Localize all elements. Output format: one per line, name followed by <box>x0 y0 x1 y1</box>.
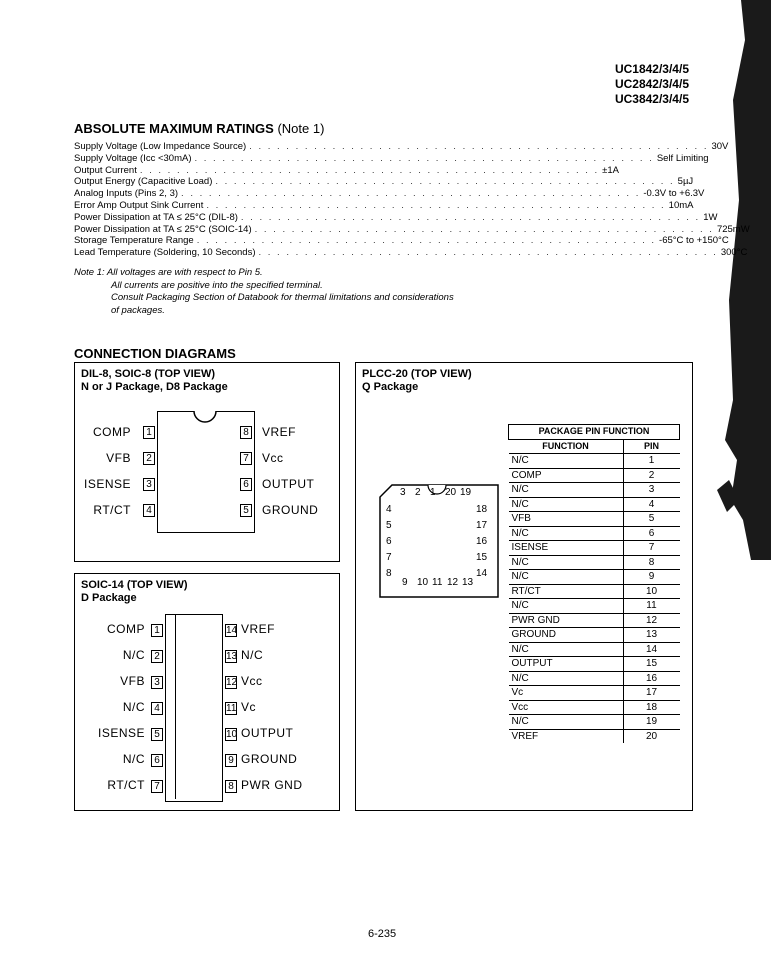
pin-table-row <box>509 729 680 743</box>
plcc-pin-number: 3 <box>400 487 406 498</box>
ratings-note-ref: (Note 1) <box>277 121 325 136</box>
pin-function: N/C <box>509 483 624 498</box>
note-line: Consult Packaging Section of Databook for thermal limitations and considerations <box>111 292 454 303</box>
dil8-pin-label: OUTPUT <box>262 477 315 491</box>
rating-value: -65°C to +150°C <box>659 235 729 247</box>
plcc-pin-number: 17 <box>476 520 488 531</box>
pin-number: 15 <box>623 657 680 672</box>
pin-table-row <box>509 715 680 730</box>
plcc-pin-number: 12 <box>447 577 459 588</box>
rating-row <box>74 235 729 247</box>
rating-value: 725mW <box>716 223 750 235</box>
rating-row <box>74 223 750 236</box>
ratings-title: ABSOLUTE MAXIMUM RATINGS <box>74 121 274 136</box>
soic14-pin-number: 4 <box>151 702 163 715</box>
dil8-subtitle: N or J Package, D8 Package <box>81 381 228 393</box>
rating-value: 1W <box>703 211 718 223</box>
pin-function: RT/CT <box>509 584 624 599</box>
pin-table-row <box>509 512 680 527</box>
pin-number: 17 <box>623 686 680 701</box>
ratings-notes <box>74 267 514 317</box>
note-line: Note 1: All voltages are with respect to Pin 5. <box>74 267 263 278</box>
rating-label: Error Amp Output Sink Current <box>74 199 204 211</box>
dil8-pin-number: 5 <box>240 504 252 517</box>
pin-function: PWR GND <box>509 613 624 628</box>
soic14-pin-label: VREF <box>241 622 276 636</box>
plcc-pin-number: 2 <box>415 487 421 498</box>
plcc-pin-number: 9 <box>402 577 408 588</box>
soic14-pin-label: COMP <box>107 622 145 636</box>
pin-number: 2 <box>623 468 680 483</box>
soic14-pin-number: 8 <box>225 780 237 793</box>
plcc-pin-number: 10 <box>417 577 429 588</box>
pin-function: OUTPUT <box>509 657 624 672</box>
pin-function: N/C <box>509 570 624 585</box>
dil8-pin-number: 4 <box>143 504 155 517</box>
plcc-pin-number: 19 <box>460 487 472 498</box>
pin-table-row <box>509 526 680 541</box>
pin-number: 13 <box>623 628 680 643</box>
soic14-pin-label: N/C <box>122 700 145 714</box>
pin-function: N/C <box>509 671 624 686</box>
note-line: of packages. <box>111 304 165 316</box>
rating-label: Output Energy (Capacitive Load) <box>74 176 213 188</box>
pin-number: 16 <box>623 671 680 686</box>
pin-number: 4 <box>623 497 680 512</box>
soic14-chip-body <box>165 614 223 802</box>
pin-function: N/C <box>509 454 624 469</box>
dil8-pin-number: 2 <box>143 452 155 465</box>
soic14-pin-number: 3 <box>151 676 163 689</box>
rating-row <box>74 247 748 259</box>
rating-leader-dots: . . . . . . . . . . . . . . . . . . . . . . . . . . . . . . . . . . . . . . . . . . . . . . . . . . <box>139 164 600 176</box>
rating-label: Output Current <box>74 164 137 176</box>
pin-function: N/C <box>509 715 624 730</box>
plcc-pin-number: 4 <box>386 504 392 515</box>
rating-leader-dots: . . . . . . . . . . . . . . . . . . . . . . . . . . . . . . . . . . . . . . . . . . . . . . . . . . <box>254 223 714 235</box>
note-line: All currents are positive into the specified terminal. <box>111 279 323 291</box>
soic14-pin-label: PWR GND <box>241 778 303 792</box>
pin-number: 10 <box>623 584 680 599</box>
dil8-pin-label: RT/CT <box>93 503 131 517</box>
pin-function: ISENSE <box>509 541 624 556</box>
dil8-pin-label: ISENSE <box>83 477 131 491</box>
soic14-pin-label: N/C <box>122 752 145 766</box>
plcc20-title: PLCC-20 (TOP VIEW) <box>362 368 472 380</box>
dil8-pin-number: 1 <box>143 426 155 439</box>
plcc-pin-number: 20 <box>445 487 457 498</box>
pin-number: 12 <box>623 613 680 628</box>
pin-table-row <box>509 599 680 614</box>
soic14-subtitle: D Package <box>81 592 137 604</box>
ratings-list <box>74 141 750 259</box>
soic14-title: SOIC-14 (TOP VIEW) <box>81 579 188 591</box>
plcc-pin-number: 11 <box>432 577 443 588</box>
plcc-pin-number: 18 <box>476 504 488 515</box>
pin-function: GROUND <box>509 628 624 643</box>
rating-value: 5µJ <box>677 176 694 188</box>
dil8-pin-number: 8 <box>240 426 252 439</box>
soic14-diagram <box>74 573 340 811</box>
plcc-pin-number: 7 <box>386 552 392 563</box>
plcc-pin-number: 13 <box>462 577 474 588</box>
soic14-pin-number: 5 <box>151 728 163 741</box>
soic14-pin-label: Vc <box>241 700 257 714</box>
pin-number: 19 <box>623 715 680 730</box>
dil8-pin-label: COMP <box>93 425 131 439</box>
pin-table-row <box>509 628 680 643</box>
rating-row <box>74 164 619 177</box>
pin-number: 9 <box>623 570 680 585</box>
part-number: UC3842/3/4/5 <box>614 92 689 106</box>
pin-number: 14 <box>623 642 680 657</box>
pin-function: N/C <box>509 497 624 512</box>
soic14-pin-number: 9 <box>225 754 237 767</box>
scan-edge-marks <box>711 0 771 560</box>
pin-table-row <box>509 657 680 672</box>
pin-table-row <box>509 686 680 701</box>
soic14-pin-label: OUTPUT <box>241 726 294 740</box>
soic14-chip-line <box>175 615 176 799</box>
rating-label: Power Dissipation at TA ≤ 25°C (DIL-8) <box>74 211 238 223</box>
rating-row <box>74 188 705 200</box>
rating-value: 30V <box>711 141 729 152</box>
pin-function: Vc <box>509 686 624 701</box>
rating-label: Storage Temperature Range <box>74 235 194 247</box>
pin-table-col-function: FUNCTION <box>509 439 624 454</box>
soic14-pin-label: N/C <box>241 648 264 662</box>
dil8-diagram <box>74 362 340 562</box>
rating-label: Lead Temperature (Soldering, 10 Seconds) <box>74 247 256 259</box>
soic14-pin-number: 11 <box>226 703 237 714</box>
dil8-pin-number: 7 <box>240 452 252 465</box>
part-number: UC2842/3/4/5 <box>614 77 689 91</box>
pin-table-row <box>509 584 680 599</box>
dil8-pin-label: VREF <box>262 425 297 439</box>
rating-label: Power Dissipation at TA ≤ 25°C (SOIC-14) <box>74 223 252 235</box>
rating-leader-dots: . . . . . . . . . . . . . . . . . . . . . . . . . . . . . . . . . . . . . . . . . . . . . . . . . . <box>206 199 666 211</box>
rating-leader-dots: . . . . . . . . . . . . . . . . . . . . . . . . . . . . . . . . . . . . . . . . . . . . . . . . . . <box>258 247 718 259</box>
pin-table-col-pin: PIN <box>623 439 680 454</box>
pin-table-title: PACKAGE PIN FUNCTION <box>509 425 680 440</box>
rating-label: Supply Voltage (Icc <30mA) <box>74 152 192 164</box>
pin-table-row <box>509 454 680 469</box>
ratings-heading <box>74 121 324 136</box>
soic14-pin-number: 1 <box>151 624 163 637</box>
soic14-pin-label: RT/CT <box>107 778 145 792</box>
soic14-pin-number: 12 <box>226 677 238 688</box>
pin-function: VFB <box>509 512 624 527</box>
dil8-pin-label: GROUND <box>262 503 319 517</box>
soic14-pin-number: 2 <box>151 650 163 663</box>
soic14-pin-number: 7 <box>151 780 163 793</box>
rating-leader-dots: . . . . . . . . . . . . . . . . . . . . . . . . . . . . . . . . . . . . . . . . . . . . . . . . . . <box>181 188 641 200</box>
pin-number: 6 <box>623 526 680 541</box>
rating-label: Supply Voltage (Low Impedance Source) <box>74 141 247 152</box>
pin-number: 3 <box>623 483 680 498</box>
dil8-title: DIL-8, SOIC-8 (TOP VIEW) <box>81 368 216 380</box>
dil8-pin-number: 3 <box>143 478 155 491</box>
package-pin-function-table <box>508 424 680 743</box>
plcc-pin-number: 8 <box>386 568 392 579</box>
pin-table-row <box>509 555 680 570</box>
rating-label: Analog Inputs (Pins 2, 3) <box>74 188 179 200</box>
rating-value: 300°C <box>720 247 748 259</box>
soic14-pin-label: GROUND <box>241 752 298 766</box>
pin-function: N/C <box>509 526 624 541</box>
rating-value: ±1A <box>602 164 619 176</box>
pin-table-row <box>509 671 680 686</box>
plcc-pin-number: 14 <box>476 568 488 579</box>
pin-number: 7 <box>623 541 680 556</box>
rating-leader-dots: . . . . . . . . . . . . . . . . . . . . . . . . . . . . . . . . . . . . . . . . . . . . . . . . . . <box>196 235 657 247</box>
pin-table-row <box>509 570 680 585</box>
soic14-pin-number: 10 <box>226 729 238 740</box>
rating-leader-dots: . . . . . . . . . . . . . . . . . . . . . . . . . . . . . . . . . . . . . . . . . . . . . . . . . . <box>215 176 675 188</box>
rating-row <box>74 176 694 188</box>
soic14-pin-label: N/C <box>122 648 145 662</box>
pin-table-row <box>509 613 680 628</box>
pin-table-row <box>509 541 680 556</box>
rating-value: Self Limiting <box>656 152 709 164</box>
plcc-pin-number: 1 <box>430 487 436 498</box>
plcc-pin-number: 16 <box>476 536 488 547</box>
dil8-pin-number: 6 <box>240 478 252 491</box>
rating-row <box>74 141 729 153</box>
part-number: UC1842/3/4/5 <box>614 62 689 76</box>
rating-leader-dots: . . . . . . . . . . . . . . . . . . . . . . . . . . . . . . . . . . . . . . . . . . . . . . . . . . <box>249 141 709 152</box>
pin-function: N/C <box>509 555 624 570</box>
soic14-pin-number: 14 <box>226 625 238 636</box>
rating-value: 10mA <box>668 199 694 211</box>
pin-number: 18 <box>623 700 680 715</box>
plcc-pin-number: 5 <box>386 520 392 531</box>
pin-table-row <box>509 497 680 512</box>
pin-function: VREF <box>509 729 624 743</box>
soic14-pin-label: VFB <box>120 674 145 688</box>
pin-function: COMP <box>509 468 624 483</box>
rating-leader-dots: . . . . . . . . . . . . . . . . . . . . . . . . . . . . . . . . . . . . . . . . . . . . . . . . . . <box>194 152 654 164</box>
part-numbers <box>615 62 689 107</box>
soic14-pin-number: 6 <box>151 754 163 767</box>
plcc-pin-number: 15 <box>476 552 488 563</box>
pin-function: Vcc <box>509 700 624 715</box>
pin-table-row <box>509 700 680 715</box>
soic14-pin-label: ISENSE <box>97 726 145 740</box>
soic14-pin-label: Vcc <box>241 674 263 688</box>
rating-value: -0.3V to +6.3V <box>643 188 705 200</box>
pin-number: 20 <box>623 729 680 743</box>
dil8-pin-label: VFB <box>106 451 131 465</box>
plcc20-subtitle: Q Package <box>362 381 419 393</box>
soic14-pin-number: 13 <box>226 651 238 662</box>
plcc-pin-number: 6 <box>386 536 392 547</box>
pin-table-row <box>509 483 680 498</box>
pin-table-row <box>509 468 680 483</box>
dil8-pin-label: Vcc <box>262 451 284 465</box>
pin-function: N/C <box>509 642 624 657</box>
pin-number: 8 <box>623 555 680 570</box>
dil8-notch <box>193 410 217 424</box>
pin-function: N/C <box>509 599 624 614</box>
rating-leader-dots: . . . . . . . . . . . . . . . . . . . . . . . . . . . . . . . . . . . . . . . . . . . . . . . . . . <box>240 211 701 223</box>
page-number: 6-235 <box>368 928 397 940</box>
connection-title: CONNECTION DIAGRAMS <box>74 346 236 361</box>
rating-row <box>74 211 718 224</box>
pin-number: 11 <box>623 599 680 614</box>
rating-row <box>74 199 694 212</box>
rating-row <box>74 152 709 165</box>
pin-table-row <box>509 642 680 657</box>
pin-number: 5 <box>623 512 680 527</box>
pin-number: 1 <box>623 454 680 469</box>
